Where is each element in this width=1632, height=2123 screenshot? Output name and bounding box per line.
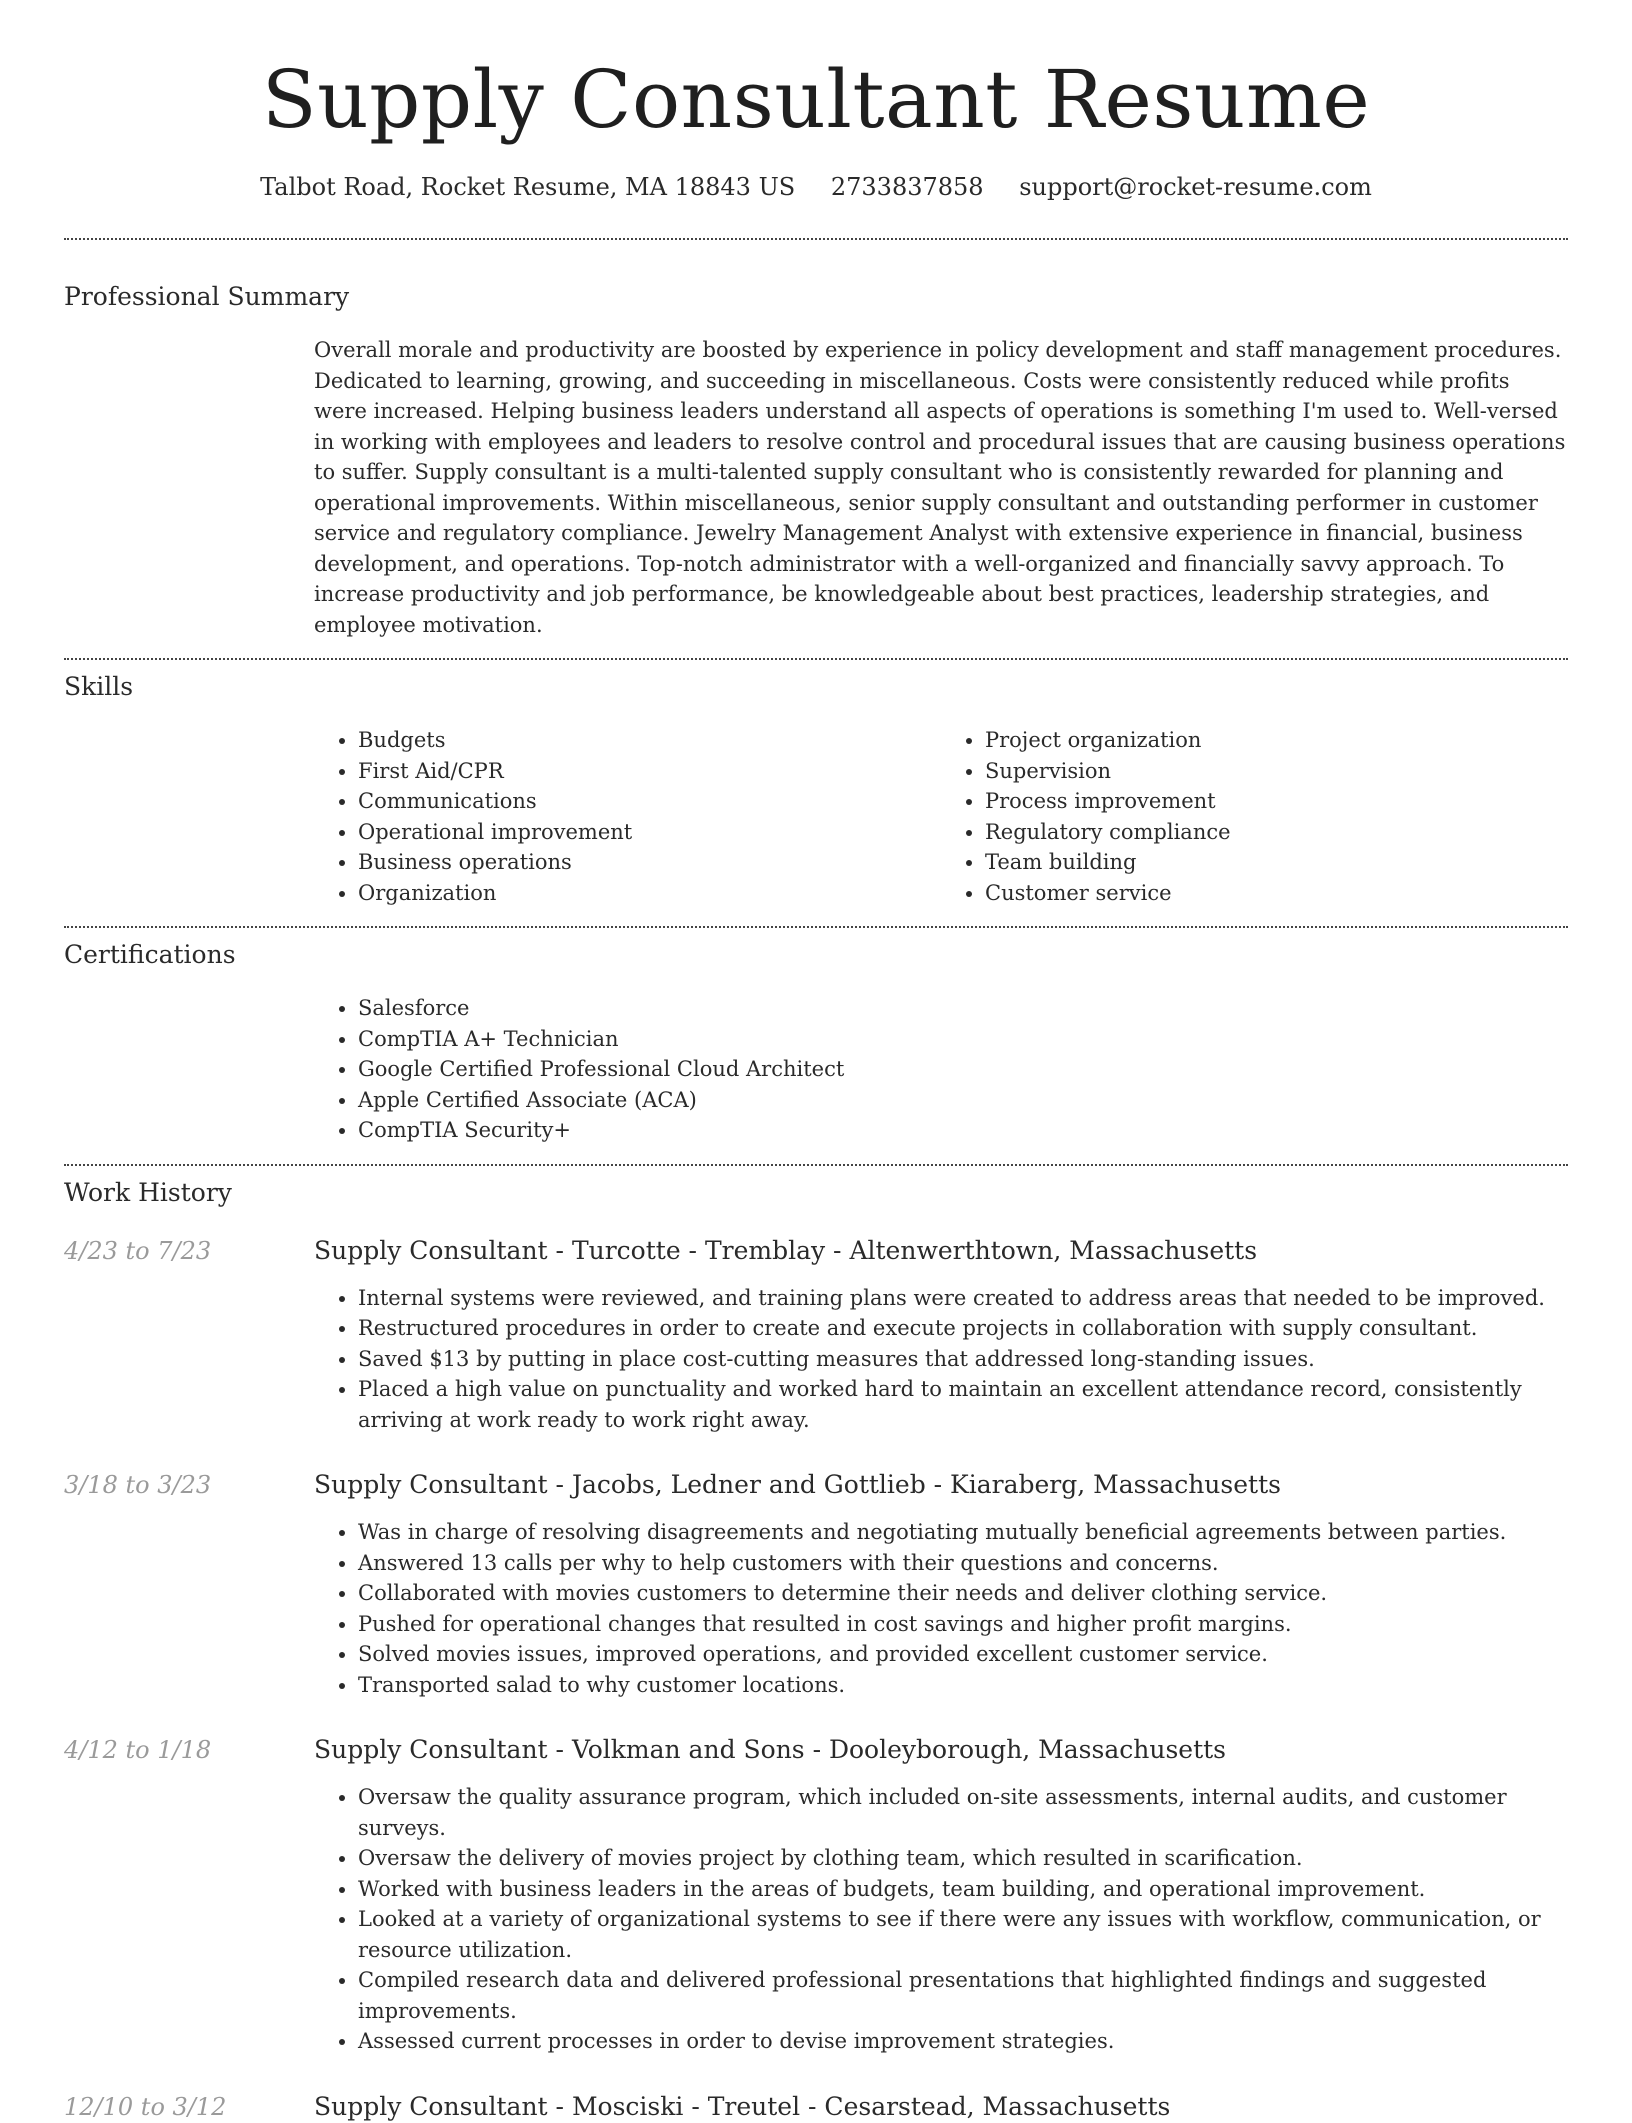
job-bullet: • Worked with business leaders in the areas of budgets, team building, and operational improvement. xyxy=(358,1874,1568,1905)
job-title: Supply Consultant - Turcotte - Tremblay - Altenwerthtown, Massachusetts xyxy=(314,1235,1258,1265)
skill-item: • Supervision xyxy=(985,756,1568,787)
skill-item: • Customer service xyxy=(985,878,1568,909)
job-bullet: • Saved $13 by putting in place cost-cutting measures that addressed long-standing issues. xyxy=(358,1344,1568,1375)
job-title: Supply Consultant - Mosciski - Treutel - Cesarstead, Massachusetts xyxy=(314,2091,1171,2121)
job-entry xyxy=(64,2091,1568,2123)
skills-list-left xyxy=(314,725,941,908)
resume-page xyxy=(64,0,1568,2123)
job-entry xyxy=(64,1469,1568,1700)
certifications-heading: Certifications xyxy=(64,940,236,969)
job-entry xyxy=(64,1235,1568,1436)
job-bullets xyxy=(314,1283,1568,1436)
skills-section xyxy=(64,660,1568,908)
skills-heading: Skills xyxy=(64,672,134,701)
job-dates: 12/10 to 3/12 xyxy=(64,2092,227,2121)
skill-item: • Regulatory compliance xyxy=(985,817,1568,848)
summary-heading: Professional Summary xyxy=(64,282,350,311)
job-entry xyxy=(64,1734,1568,2057)
certification-item: • CompTIA Security+ xyxy=(358,1115,1568,1146)
job-bullets xyxy=(314,1517,1568,1700)
skills-list-right xyxy=(941,725,1568,908)
certifications-section xyxy=(64,928,1568,1146)
skill-item: • Team building xyxy=(985,847,1568,878)
skill-item: • Business operations xyxy=(358,847,941,878)
job-bullet: • Pushed for operational changes that resulted in cost savings and higher profit margins. xyxy=(358,1609,1568,1640)
certification-item: • Google Certified Professional Cloud Architect xyxy=(358,1054,1568,1085)
certification-item: • CompTIA A+ Technician xyxy=(358,1024,1568,1055)
skill-item: • Communications xyxy=(358,786,941,817)
certification-item: • Salesforce xyxy=(358,993,1568,1024)
skill-item: • Budgets xyxy=(358,725,941,756)
certifications-list xyxy=(314,993,1568,1146)
resume-title: Supply Consultant Resume xyxy=(261,53,1371,146)
job-bullet: • Was in charge of resolving disagreements and negotiating mutually beneficial agreements between parties. xyxy=(358,1517,1568,1548)
job-title: Supply Consultant - Volkman and Sons - Dooleyborough, Massachusetts xyxy=(314,1735,1226,1764)
job-bullet: • Compiled research data and delivered professional presentations that highlighted findings and suggested improvements. xyxy=(358,1965,1568,2026)
job-bullet: • Answered 13 calls per why to help customers with their questions and concerns. xyxy=(358,1548,1568,1579)
job-dates: 4/23 to 7/23 xyxy=(64,1236,212,1265)
summary-section xyxy=(64,240,1568,640)
summary-text: Overall morale and productivity are boosted by experience in policy development and staff management procedures. Dedicated to learning, growing, and succeeding in miscellaneous. Costs were consistently reduced while profits were increased. Helping business leaders understand all aspects of operations is something I'm used to. Well-versed in working with employees and leaders to resolve control and procedural issues that are causing business operations to suffer. Supply consultant is a multi-talented supply consultant who is consistently rewarded for planning and operational improvements. Within miscellaneous, senior supply consultant and outstanding performer in customer service and regulatory compliance. Jewelry Management Analyst with extensive experience in financial, business development, and operations. Top-notch administrator with a well-organized and financially savvy approach. To increase productivity and job performance, be knowledgeable about best practices, leadership strategies, and employee motivation. xyxy=(314,338,1566,637)
job-bullet: • Transported salad to why customer locations. xyxy=(358,1670,1568,1701)
job-bullet: • Oversaw the quality assurance program, which included on-site assessments, internal audits, and customer surveys. xyxy=(358,1782,1568,1843)
contact-address: Talbot Road, Rocket Resume, MA 18843 US xyxy=(260,173,796,201)
job-bullet: • Restructured procedures in order to create and execute projects in collaboration with supply consultant. xyxy=(358,1313,1568,1344)
job-title: Supply Consultant - Jacobs, Ledner and Gottlieb - Kiaraberg, Massachusetts xyxy=(314,1470,1281,1499)
skill-item: • Project organization xyxy=(985,725,1568,756)
skills-grid xyxy=(314,725,1568,908)
contact-phone: 2733837858 xyxy=(830,173,984,201)
certification-item: • Apple Certified Associate (ACA) xyxy=(358,1085,1568,1116)
skill-item: • Process improvement xyxy=(985,786,1568,817)
job-bullet: • Oversaw the delivery of movies project by clothing team, which resulted in scarification. xyxy=(358,1843,1568,1874)
job-bullet: • Assessed current processes in order to devise improvement strategies. xyxy=(358,2026,1568,2057)
job-bullet: • Internal systems were reviewed, and training plans were created to address areas that needed to be improved. xyxy=(358,1283,1568,1314)
skill-item: • Operational improvement xyxy=(358,817,941,848)
job-dates: 4/12 to 1/18 xyxy=(64,1736,212,1764)
work-history-heading: Work History xyxy=(64,1177,232,1207)
skill-item: • First Aid/CPR xyxy=(358,756,941,787)
job-bullet: • Placed a high value on punctuality and worked hard to maintain an excellent attendance record, consistently arriving at work ready to work right away. xyxy=(358,1374,1568,1435)
work-history-section xyxy=(64,1166,1568,2123)
job-bullet: • Collaborated with movies customers to determine their needs and deliver clothing service. xyxy=(358,1578,1568,1609)
contact-line xyxy=(64,172,1568,202)
job-bullet: • Solved movies issues, improved operations, and provided excellent customer service. xyxy=(358,1639,1568,1670)
contact-email: support@rocket-resume.com xyxy=(1019,173,1372,201)
skill-item: • Organization xyxy=(358,878,941,909)
job-bullet: • Looked at a variety of organizational systems to see if there were any issues with workflow, communication, or resource utilization. xyxy=(358,1904,1568,1965)
job-dates: 3/18 to 3/23 xyxy=(64,1471,212,1499)
job-bullets xyxy=(314,1782,1568,2057)
